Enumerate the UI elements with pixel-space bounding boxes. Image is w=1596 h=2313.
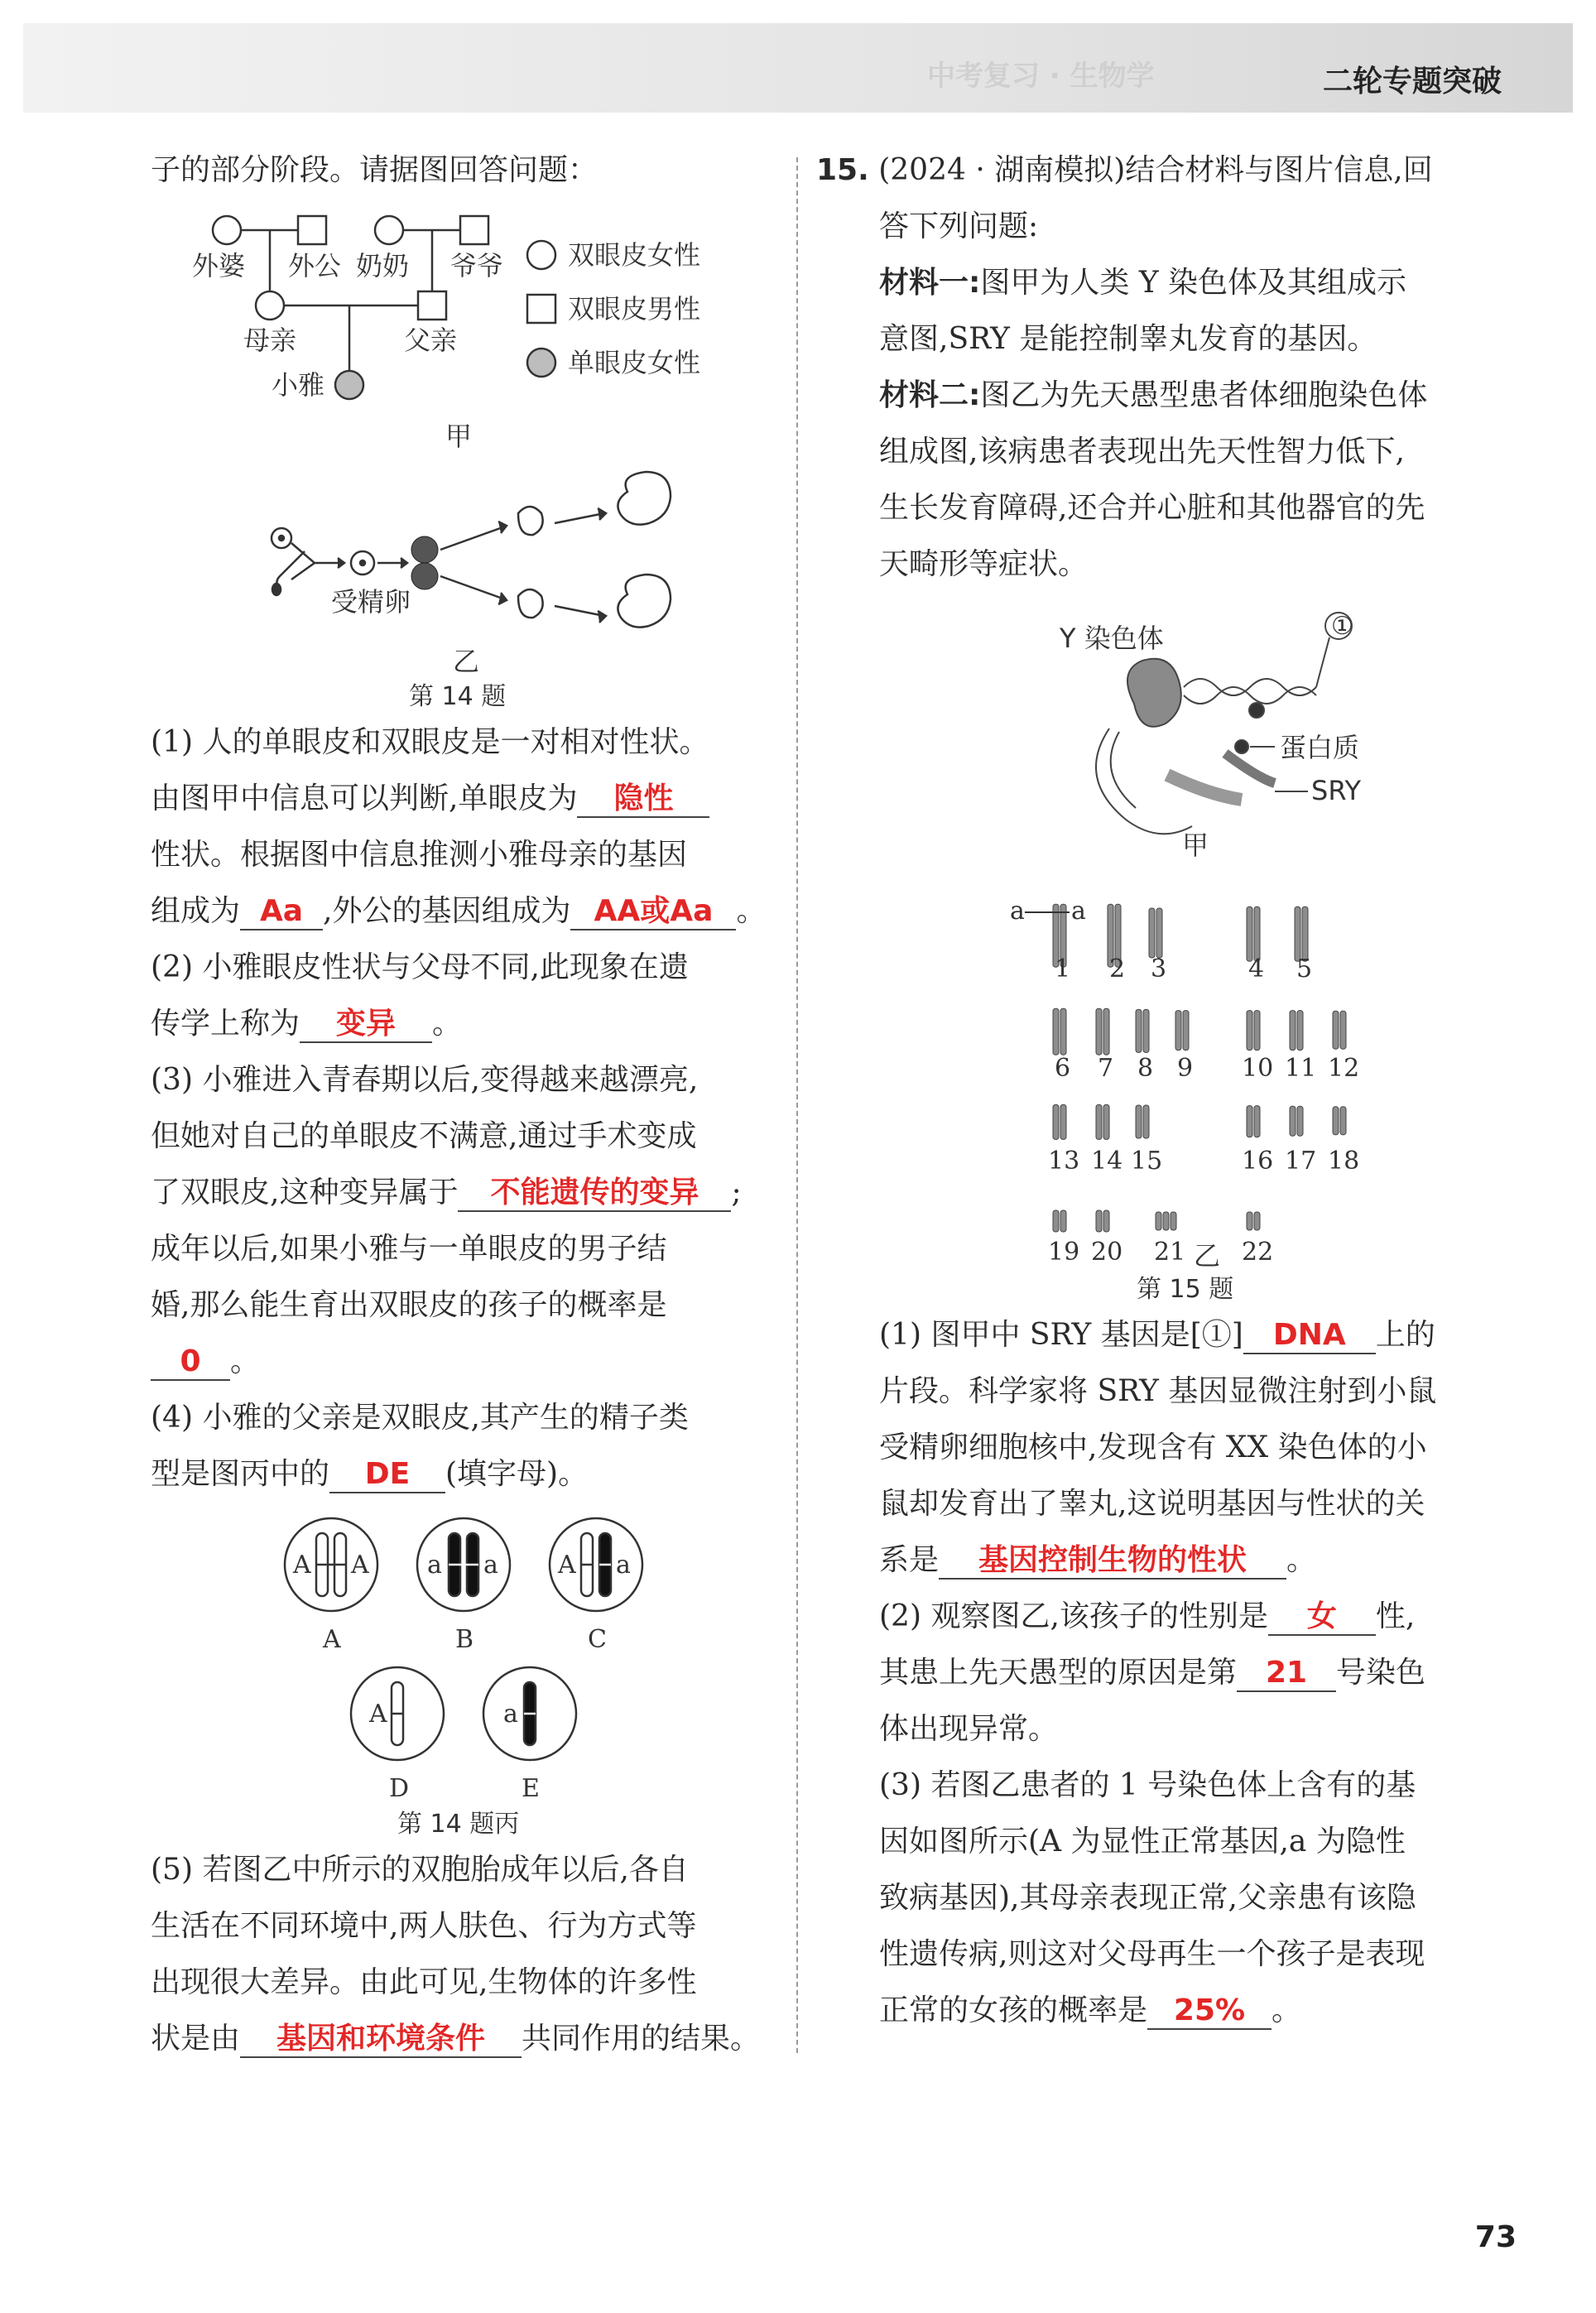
chromosome-pair-12	[1333, 1011, 1346, 1049]
cell-c-allele-right: a	[616, 1551, 631, 1580]
q15-answer-3: 25%	[1147, 1993, 1272, 2030]
q14-p3-line3: 了双眼皮,这种变异属于 不能遗传的变异 ;	[151, 1174, 742, 1212]
chromosome1-marker-a-1: a	[1010, 897, 1025, 926]
label-nainai: 奶奶	[356, 250, 410, 281]
chromosome-pair-9	[1175, 1011, 1189, 1051]
q15-p2-line2: 其患上先天愚型的原因是第 21 号染色	[879, 1654, 1425, 1692]
grandpa-maternal-symbol	[298, 216, 326, 244]
karyotype-number-12: 12	[1328, 1054, 1360, 1083]
q14-answer-2: 变异	[300, 1007, 432, 1043]
q15-p3-line3: 致病基因),其母亲表现正常,父亲患有该隐	[879, 1881, 1416, 1915]
karyotype-number-19: 19	[1048, 1238, 1080, 1267]
q15-answer-2a: 女	[1268, 1599, 1376, 1636]
karyotype-number-22: 22	[1242, 1238, 1274, 1267]
early-embryo-top	[518, 507, 543, 535]
q14-fig-caption: 第 14 题	[409, 682, 507, 711]
q14-p2-line1: (2) 小雅眼皮性状与父母不同,此现象在遗	[151, 950, 689, 984]
q15-p1-line1: (1) 图甲中 SRY 基因是[①] DNA 上的	[879, 1316, 1435, 1354]
cell-b-allele-left: a	[427, 1551, 442, 1580]
karyotype-number-11: 11	[1285, 1054, 1317, 1083]
chromosome-pair-18	[1333, 1107, 1346, 1135]
karyotype-number-5: 5	[1296, 955, 1313, 983]
label-sry: SRY	[1311, 775, 1362, 806]
q14-answer-1b: Aa	[240, 894, 323, 930]
karyotype-number-9: 9	[1177, 1054, 1194, 1083]
q15-fig-caption: 第 15 题	[1137, 1275, 1234, 1304]
caption-jia-14: 甲	[445, 421, 473, 452]
label-mother: 母亲	[243, 325, 297, 356]
q15-m1-line1: 材料一:图甲为人类 Y 染色体及其组成示	[879, 266, 1407, 300]
q14-answer-3b: 0	[151, 1344, 230, 1381]
mother-symbol	[256, 291, 284, 320]
cell-a-allele-left: A	[293, 1551, 311, 1580]
chromosome-pair-22	[1247, 1212, 1260, 1230]
q15-m2-line1: 材料二:图乙为先天愚型患者体细胞染色体	[879, 378, 1428, 412]
karyotype-number-18: 18	[1328, 1147, 1360, 1176]
father-symbol	[418, 291, 446, 320]
helix-marker-1: ①	[1331, 612, 1353, 641]
q15-number: 15.	[816, 153, 869, 187]
legend-female-double-label: 双眼皮女性	[568, 239, 701, 271]
q14-cells-caption: 第 14 题丙	[397, 1810, 520, 1839]
legend-male-double-label: 双眼皮男性	[568, 293, 701, 325]
karyotype-number-6: 6	[1055, 1054, 1071, 1083]
page-number: 73	[1474, 2220, 1517, 2254]
karyotype-number-7: 7	[1098, 1054, 1114, 1083]
header-ghost-text: 中考复习 · 生物学	[927, 60, 1155, 93]
q15-m2-line3: 生长发育障碍,还合并心脏和其他器官的先	[879, 491, 1425, 525]
label-y-chromosome: Y 染色体	[1060, 623, 1164, 654]
cell-e-allele: a	[503, 1700, 518, 1729]
label-father: 父亲	[404, 325, 458, 356]
karyotype-number-10: 10	[1242, 1054, 1274, 1083]
q14-p2-line2: 传学上称为 变异 。	[151, 1005, 462, 1043]
q14-p5-line2: 生活在不同环境中,两人肤色、行为方式等	[151, 1909, 697, 1943]
early-embryo-bottom	[518, 589, 543, 618]
label-xiaoya: 小雅	[272, 369, 325, 401]
q15-p3-line4: 性遗传病,则这对父母再生一个孩子是表现	[879, 1937, 1425, 1971]
q14-answer-3a: 不能遗传的变异	[458, 1176, 731, 1212]
q15-p1-line3: 受精卵细胞核中,发现含有 XX 染色体的小	[879, 1431, 1427, 1464]
chromosome-pair-5	[1295, 906, 1308, 961]
q14-answer-1c: AA或Aa	[570, 894, 736, 930]
karyotype-number-2: 2	[1109, 955, 1126, 983]
grandpa-paternal-symbol	[460, 216, 488, 244]
chromosome1-marker-a-2: a	[1071, 897, 1086, 926]
caption-jia-15: 甲	[1182, 830, 1209, 861]
cell-c-allele-left: A	[558, 1551, 576, 1580]
chromosome-pair-3	[1149, 908, 1162, 958]
cell-d-allele: A	[369, 1700, 387, 1729]
header-title: 二轮专题突破	[1323, 65, 1502, 99]
label-zygote: 受精卵	[331, 586, 411, 618]
q15-p2-line1: (2) 观察图乙,该孩子的性别是 女 性,	[879, 1598, 1415, 1636]
q14-p3-line5: 婚,那么能生育出双眼皮的孩子的概率是	[151, 1288, 667, 1322]
legend-female-single-symbol	[527, 349, 555, 377]
karyotype-number-15: 15	[1131, 1147, 1163, 1176]
chromosome-pair-16	[1247, 1106, 1260, 1137]
q14-p1-line2: 由图甲中信息可以判断,单眼皮为 隐性	[151, 780, 709, 818]
q14-p3-line4: 成年以后,如果小雅与一单眼皮的男子结	[151, 1232, 667, 1266]
q14-p1-line4: 组成为 Aa ,外公的基因组成为 AA或Aa 。	[151, 892, 766, 930]
q15-m2-line2: 组成图,该病患者表现出先天性智力低下,	[879, 435, 1405, 469]
karyotype-number-14: 14	[1091, 1147, 1123, 1176]
q14-p4-line2: 型是图丙中的 DE (填字母)。	[151, 1455, 588, 1493]
q14-p5-line1: (5) 若图乙中所示的双胞胎成年以后,各自	[151, 1853, 689, 1887]
label-yeye: 爷爷	[450, 250, 504, 281]
embryo-cell-cluster	[411, 536, 438, 589]
chromosome-pair-15	[1136, 1105, 1149, 1138]
cell-b-letter: B	[455, 1625, 474, 1654]
karyotype-number-17: 17	[1285, 1147, 1317, 1176]
q15-p3-line5: 正常的女孩的概率是 25% 。	[879, 1992, 1301, 2030]
karyotype-number-3: 3	[1151, 955, 1167, 983]
q15-stem-line2: 答下列问题:	[879, 209, 1039, 243]
q15-m1-line2: 意图,SRY 是能控制睾丸发育的基因。	[879, 322, 1377, 356]
q14-p5-line3: 出现很大差异。由此可见,生物体的许多性	[151, 1965, 697, 1999]
karyotype-number-13: 13	[1048, 1147, 1080, 1176]
q15-p3-line2: 因如图所示(A 为显性正常基因,a 为隐性	[879, 1825, 1406, 1859]
column-divider	[796, 157, 798, 2053]
q14-answer-1a: 隐性	[577, 781, 709, 818]
chromosome-pair-7	[1096, 1008, 1109, 1055]
karyotype-number-21: 21	[1154, 1238, 1186, 1267]
karyotype-number-20: 20	[1091, 1238, 1123, 1267]
q15-stem-line1: 15. (2024 · 湖南模拟)结合材料与图片信息,回	[816, 153, 1433, 187]
q15-answer-2b: 21	[1237, 1656, 1336, 1692]
label-protein: 蛋白质	[1280, 732, 1360, 763]
chromosome-pair-17	[1290, 1106, 1303, 1136]
q14-p1-line1: (1) 人的单眼皮和双眼皮是一对相对性状。	[151, 725, 709, 759]
q15-p1-line2: 片段。科学家将 SRY 基因显微注射到小鼠	[879, 1374, 1437, 1408]
grandma-maternal-symbol	[213, 216, 241, 244]
cell-a-allele-right: A	[351, 1551, 369, 1580]
q14-p1-line3: 性状。根据图中信息推测小雅母亲的基因	[151, 838, 688, 872]
chromosome-pair-11	[1290, 1011, 1303, 1051]
chromosome-pair-13	[1053, 1104, 1066, 1139]
q15-p2-line3: 体出现异常。	[879, 1712, 1059, 1746]
chromosome-pair-14	[1096, 1104, 1109, 1139]
q15-p1-line5: 系是 基因控制生物的性状 。	[879, 1541, 1316, 1580]
xiaoya-symbol	[335, 371, 363, 399]
cell-b-allele-right: a	[483, 1551, 498, 1580]
sperm-cell	[276, 551, 305, 588]
q14-p4-line1: (4) 小雅的父亲是双眼皮,其产生的精子类	[151, 1401, 689, 1435]
y-chromosome-diagram	[1060, 604, 1391, 869]
karyotype-diagram	[1007, 876, 1404, 1273]
chromosome-pair-19	[1053, 1210, 1066, 1232]
fetus-bottom	[618, 575, 671, 628]
q14-p5-line4: 状是由 基因和环境条件 共同作用的结果。	[151, 2020, 760, 2058]
cell-c-letter: C	[588, 1625, 607, 1654]
karyotype-number-8: 8	[1137, 1054, 1154, 1083]
chromosome-pair-21	[1156, 1212, 1176, 1230]
chromosome-pair-8	[1136, 1009, 1149, 1052]
cell-e-letter: E	[522, 1774, 540, 1803]
chromosome-pair-6	[1053, 1008, 1066, 1055]
q15-m2-line4: 天畸形等症状。	[879, 547, 1089, 581]
label-waigong: 外公	[288, 250, 342, 281]
legend-female-single-label: 单眼皮女性	[568, 347, 701, 378]
chromosome-pair-10	[1247, 1011, 1260, 1051]
q14-answer-5: 基因和环境条件	[240, 2022, 522, 2058]
karyotype-number-4: 4	[1248, 955, 1265, 983]
q14-p3-line2: 但她对自己的单眼皮不满意,通过手术变成	[151, 1119, 697, 1153]
karyotype-number-16: 16	[1242, 1147, 1274, 1176]
q15-answer-1b: 基因控制生物的性状	[939, 1543, 1286, 1580]
legend-male-double-symbol	[527, 295, 555, 323]
q15-p1-line4: 鼠却发育出了睾丸,这说明基因与性状的关	[879, 1487, 1425, 1521]
karyotype-number-1: 1	[1055, 955, 1071, 983]
fetus-top	[618, 472, 671, 525]
twin-development-diagram	[257, 464, 687, 679]
chromosome-pair-4	[1247, 906, 1260, 961]
label-waipo: 外婆	[192, 250, 246, 281]
q14-p3-line1: (3) 小雅进入青春期以后,变得越来越漂亮,	[151, 1063, 699, 1097]
cell-a-letter: A	[323, 1625, 341, 1654]
q14-p3-line6: 0 。	[151, 1343, 260, 1381]
sperm-cell-diagram	[273, 1515, 662, 1830]
grandma-paternal-symbol	[375, 216, 403, 244]
q15-answer-1a: DNA	[1243, 1318, 1376, 1354]
q14-answer-4: DE	[329, 1457, 445, 1493]
chromosome-pair-20	[1096, 1210, 1109, 1232]
cell-d-letter: D	[389, 1774, 410, 1803]
pedigree-diagram	[190, 205, 753, 454]
caption-yi-14: 乙	[453, 646, 480, 677]
q15-p3-line1: (3) 若图乙患者的 1 号染色体上含有的基	[879, 1768, 1416, 1802]
caption-yi-15: 乙	[1194, 1240, 1221, 1272]
legend-female-double-symbol	[527, 241, 555, 269]
y-chromosome	[1127, 659, 1181, 727]
q14-intro: 子的部分阶段。请据图回答问题：	[151, 153, 598, 187]
sry-segment	[1225, 753, 1275, 783]
